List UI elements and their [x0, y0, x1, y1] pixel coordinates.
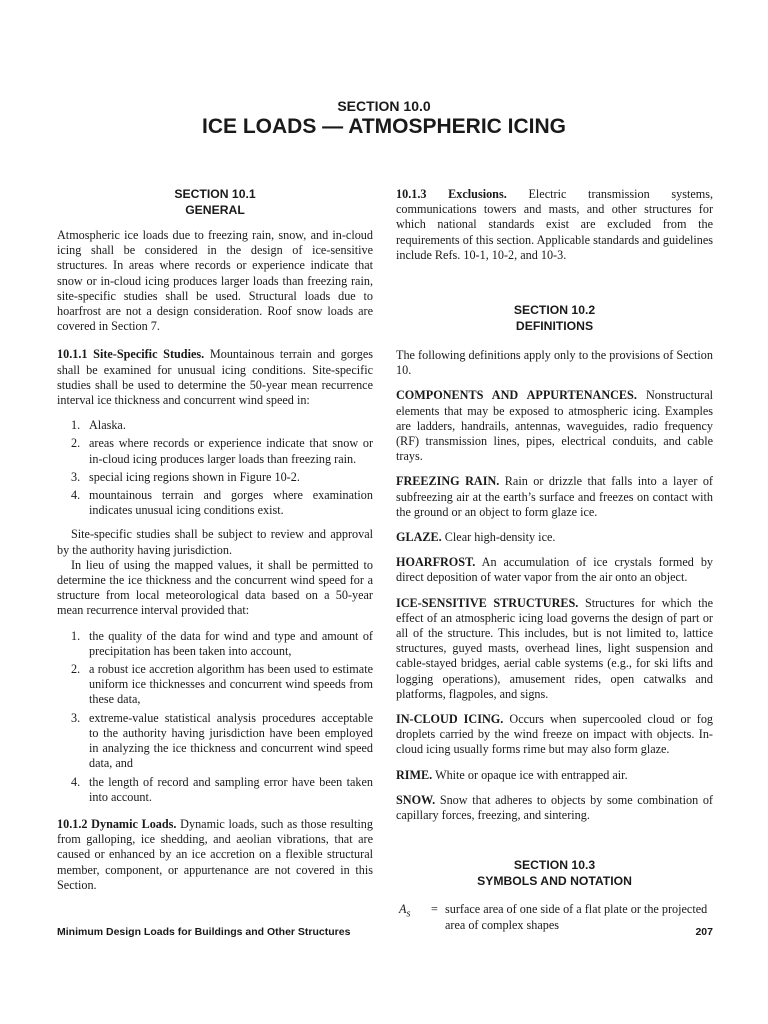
- list-item-text: areas where records or experience indicate that snow or in-cloud icing produces larger loads than freezing rain.: [89, 436, 373, 466]
- definition-entry: [396, 768, 713, 783]
- left-column: [57, 187, 373, 893]
- page-number: 207: [695, 926, 713, 938]
- dynamic-loads-heading: 10.1.2 Dynamic Loads.: [57, 816, 177, 831]
- definition-term: GLAZE.: [396, 530, 442, 545]
- symbol-letter: A: [399, 902, 407, 917]
- list-item-text: a robust ice accretion algorithm has been used to estimate uniform ice thicknesses and concurrent wind speeds from these data,: [89, 662, 373, 707]
- definition-term: IN-CLOUD ICING.: [396, 712, 504, 727]
- definition-text: An accumulation of ice crystals formed by direct deposition of water vapor from the air onto an object.: [396, 555, 714, 585]
- symbol-definition: surface area of one side of a flat plate or the projected area of complex shapes: [445, 902, 708, 932]
- definition-entry: [396, 596, 713, 702]
- section-10-1-title: GENERAL: [185, 202, 245, 217]
- definition-term: RIME.: [396, 767, 433, 782]
- list-item-text: special icing regions shown in Figure 10-2.: [89, 469, 300, 484]
- definition-entry: [396, 530, 713, 545]
- list-item-number: 4.: [71, 774, 81, 789]
- list-item: [57, 436, 373, 466]
- section-10-3-number: SECTION 10.3: [513, 858, 596, 873]
- lieu-paragraph: In lieu of using the mapped values, it shall be permitted to determine the ice thickness and the concurrent wind speed for a structure from local meteorological data based on a 50-year mean recurrence interval provided that:: [57, 557, 373, 618]
- list-item: [57, 470, 373, 485]
- list-item-number: 1.: [71, 628, 81, 643]
- symbol-subscript: s: [406, 908, 411, 920]
- definition-text: Clear high-density ice.: [444, 530, 556, 545]
- exclusions-text: Electric transmission systems, communications towers and masts, and other structures for which national standards exist are excluded from the requirements of this section. Applicable standards and guidelines include Refs. 10-1, 10-2, and 10-3.: [396, 187, 714, 262]
- section-header: [0, 98, 768, 139]
- definition-text: White or opaque ice with entrapped air.: [435, 767, 628, 782]
- list-item-text: Alaska.: [89, 418, 126, 433]
- definition-text: Nonstructural elements that may be exposed to atmospheric icing. Examples are ladders, handrails, antennas, waveguides, radio frequency (RF) transmission lines, pipes, electrical conduits, and cable trays.: [396, 388, 713, 464]
- definition-entry: [396, 712, 713, 758]
- list-item-number: 4.: [71, 488, 81, 503]
- list-item-text: the quality of the data for wind and type and amount of precipitation has been taken into account,: [89, 628, 373, 658]
- section-title: ICE LOADS — ATMOSPHERIC ICING: [201, 115, 566, 138]
- list-item-text: the length of record and sampling error have been taken into account.: [89, 774, 373, 804]
- definition-term: HOARFROST.: [396, 555, 476, 570]
- list-item-number: 1.: [71, 418, 81, 433]
- definition-text: Occurs when supercooled cloud or fog droplets carried by the wind freeze on impact with objects. In-cloud icing usually forms rime but may also form glaze.: [396, 712, 714, 757]
- definition-entry: [396, 388, 713, 464]
- list-item-text: mountainous terrain and gorges where examination indicates unusual icing conditions exist.: [89, 488, 373, 518]
- footer-title: Minimum Design Loads for Buildings and Other Structures: [57, 926, 351, 938]
- list-item: [57, 418, 373, 433]
- section-number: SECTION 10.0: [337, 98, 431, 114]
- site-specific-paragraph: [57, 347, 373, 408]
- dynamic-loads-text: Dynamic loads, such as those resulting from galloping, ice shedding, and aeolian vibrations, that are caused or enhanced by an ice accretion on a flexible structural member, component, or appurtenance are not covered in this Section.: [57, 816, 373, 892]
- general-paragraph: Atmospheric ice loads due to freezing rain, snow, and in-cloud icing shall be considered in the design of ice-sensitive structures. In areas where records or experience indicate that snow or in-cloud icing produces larger loads than freezing rain, site-specific studies shall be used. Structural loads due to hoarfrost are not a design consideration. Roof snow loads are covered in Section 7.: [57, 228, 373, 334]
- symbol-equals: =: [431, 902, 438, 917]
- definition-entry: [396, 555, 713, 585]
- section-10-3-heading: [396, 858, 713, 889]
- definition-term: FREEZING RAIN.: [396, 474, 500, 489]
- list-item: [57, 775, 373, 805]
- definition-text: Snow that adheres to objects by some combination of capillary forces, freezing, and sintering.: [396, 792, 713, 823]
- definition-entry: [396, 474, 713, 520]
- section-10-2-heading: [396, 303, 713, 334]
- list-item-text: extreme-value statistical analysis procedures acceptable to the authority having jurisdiction have been employed in analyzing the ice thickness and concurrent wind speed data, and: [89, 710, 373, 771]
- section-10-2-number: SECTION 10.2: [513, 303, 596, 318]
- definition-term: SNOW.: [396, 792, 436, 807]
- definition-text: Structures for which the effect of an atmospheric icing load governs the design of part or all of the structure. This includes, but is not limited to, lattice structures, guyed masts, overhead lines, light suspension and cable-stayed bridges, aerial cable systems (e.g., for ski lifts and logging operations), amusement rides, open catwalks and platforms, flagpoles, and signs.: [396, 595, 714, 701]
- definition-term: ICE-SENSITIVE STRUCTURES.: [396, 595, 579, 610]
- page-footer: [57, 926, 713, 938]
- list-item-number: 2.: [71, 662, 81, 677]
- right-column: [396, 187, 713, 933]
- definition-entry: [396, 793, 713, 823]
- site-specific-text: Mountainous terrain and gorges shall be examined for unusual icing conditions. Site-specific studies shall be used to determine the 50-year mean recurrence interval ice thickness and concurrent wind speed in:: [57, 347, 374, 408]
- definitions-intro: The following definitions apply only to the provisions of Section 10.: [396, 348, 713, 378]
- section-10-1-number: SECTION 10.1: [174, 187, 256, 201]
- list-item: [57, 711, 373, 772]
- section-10-1-heading: [57, 187, 373, 218]
- definition-text: Rain or drizzle that falls into a layer of subfreezing air at the earth’s surface and freezes on contact with the ground or an object to form glaze ice.: [396, 474, 713, 519]
- section-10-2-title: DEFINITIONS: [515, 318, 594, 333]
- list-item-number: 3.: [71, 469, 81, 484]
- site-specific-list: [57, 418, 373, 518]
- list-item-number: 2.: [71, 436, 81, 451]
- site-specific-heading: 10.1.1 Site-Specific Studies.: [57, 347, 205, 362]
- section-10-3-title: SYMBOLS AND NOTATION: [477, 873, 632, 888]
- exclusions-paragraph: [396, 187, 713, 263]
- list-item: [57, 629, 373, 659]
- review-paragraph: Site-specific studies shall be subject to review and approval by the authority having jurisdiction.: [57, 527, 373, 557]
- definition-term: COMPONENTS AND APPURTENANCES.: [396, 388, 637, 403]
- definitions-list: [396, 388, 713, 823]
- dynamic-loads-paragraph: [57, 817, 373, 893]
- list-item: [57, 488, 373, 518]
- list-item-number: 3.: [71, 710, 81, 725]
- exclusions-heading: 10.1.3 Exclusions.: [396, 187, 507, 201]
- list-item: [57, 662, 373, 708]
- conditions-list: [57, 629, 373, 805]
